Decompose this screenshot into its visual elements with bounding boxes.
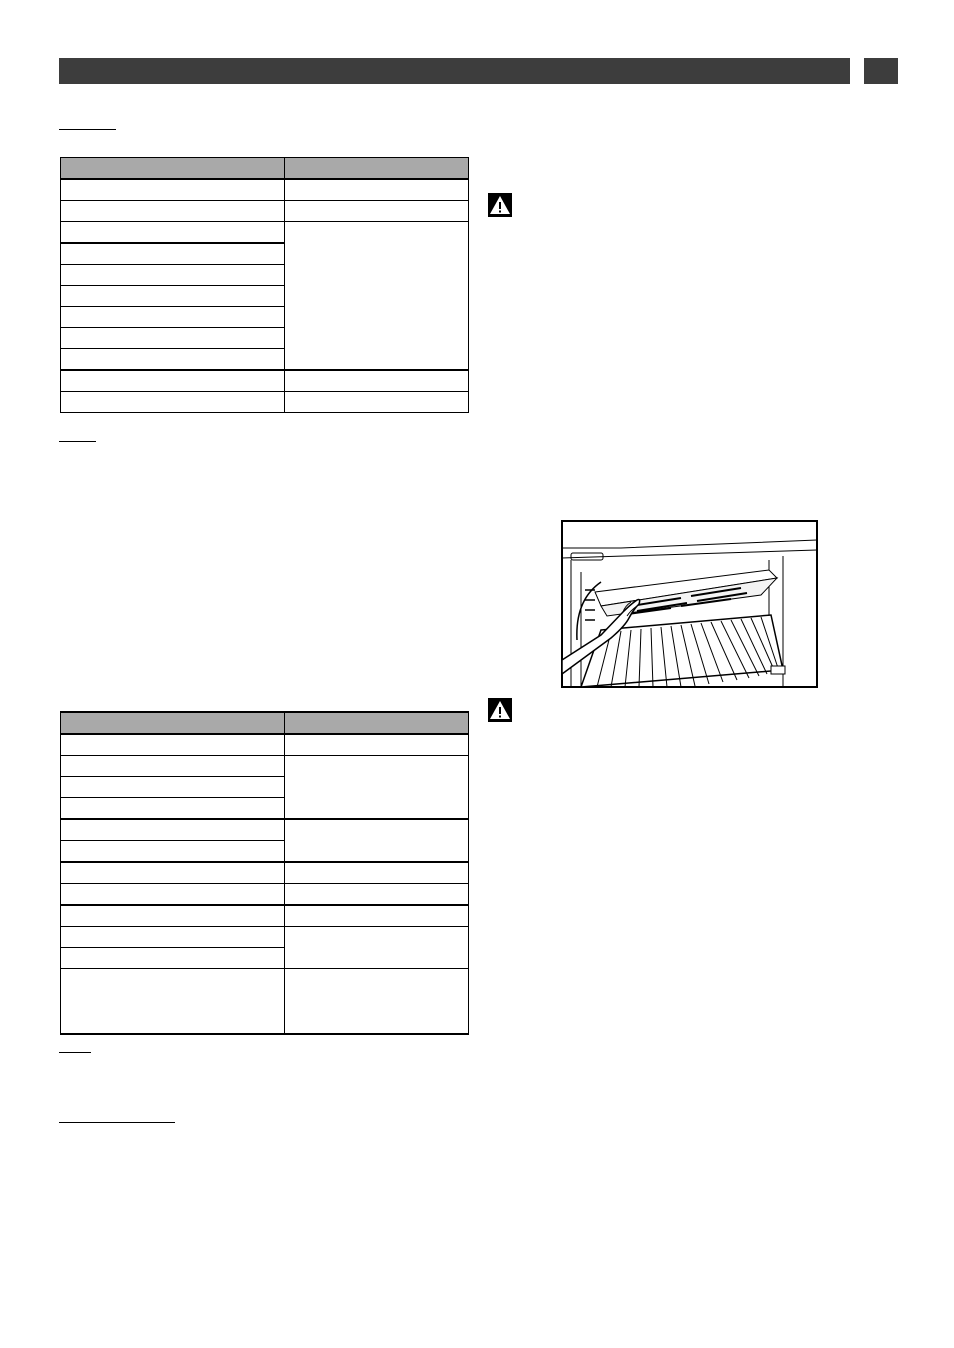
table-header-row bbox=[61, 712, 469, 734]
table-cell bbox=[61, 734, 285, 756]
table-cell bbox=[61, 841, 285, 863]
table-cell bbox=[61, 286, 285, 307]
table-header-cell bbox=[61, 158, 285, 180]
table-cell bbox=[285, 969, 469, 1035]
table-header-cell bbox=[61, 712, 285, 734]
oven-grill-illustration bbox=[561, 520, 818, 688]
table-cell bbox=[61, 370, 285, 392]
table-row bbox=[61, 819, 469, 841]
cooking-table-1 bbox=[60, 157, 469, 413]
table-cell bbox=[285, 179, 469, 201]
table-cell bbox=[61, 392, 285, 413]
table-cell bbox=[285, 734, 469, 756]
table-cell bbox=[285, 201, 469, 222]
table-cell bbox=[61, 862, 285, 884]
table-cell bbox=[61, 307, 285, 328]
table-cell bbox=[285, 884, 469, 906]
table-row bbox=[61, 201, 469, 222]
table-cell bbox=[61, 948, 285, 969]
table-cell bbox=[61, 777, 285, 798]
table-cell bbox=[285, 370, 469, 392]
table-row bbox=[61, 862, 469, 884]
table-cell bbox=[61, 884, 285, 906]
table-cell bbox=[285, 905, 469, 927]
table-merged-cell bbox=[285, 222, 469, 371]
table-header-cell bbox=[285, 712, 469, 734]
table-cell bbox=[285, 862, 469, 884]
page-number-tab bbox=[864, 58, 898, 84]
table-row bbox=[61, 756, 469, 777]
table-cell bbox=[61, 243, 285, 265]
table-cell bbox=[285, 392, 469, 413]
table-cell bbox=[61, 905, 285, 927]
table-merged-cell bbox=[285, 756, 469, 820]
table-cell bbox=[61, 798, 285, 820]
table-cell bbox=[61, 349, 285, 371]
table-cell bbox=[61, 819, 285, 841]
table-cell bbox=[61, 927, 285, 948]
table-header-cell bbox=[285, 158, 469, 180]
note-underline bbox=[59, 441, 96, 442]
table-cell bbox=[61, 179, 285, 201]
table-row bbox=[61, 905, 469, 927]
table-cell bbox=[61, 201, 285, 222]
table-merged-cell bbox=[285, 819, 469, 862]
table-cell bbox=[61, 265, 285, 286]
warning-triangle-icon bbox=[488, 698, 512, 722]
table-header-row bbox=[61, 158, 469, 180]
table-cell bbox=[61, 969, 285, 1035]
table-row bbox=[61, 222, 469, 244]
table-cell bbox=[61, 756, 285, 777]
table-cell bbox=[61, 328, 285, 349]
table-row bbox=[61, 969, 469, 1035]
note-underline bbox=[59, 1052, 91, 1053]
table-cell bbox=[61, 222, 285, 244]
table-row bbox=[61, 734, 469, 756]
table-row bbox=[61, 927, 469, 948]
section-heading-underline bbox=[59, 1122, 175, 1123]
table-row bbox=[61, 884, 469, 906]
warning-triangle-icon bbox=[488, 193, 512, 217]
cooking-table-2 bbox=[60, 711, 469, 1035]
header-bar bbox=[59, 58, 850, 84]
table-row bbox=[61, 392, 469, 413]
table-row bbox=[61, 370, 469, 392]
table-merged-cell bbox=[285, 927, 469, 969]
table-row bbox=[61, 179, 469, 201]
section-heading-underline bbox=[59, 129, 116, 130]
